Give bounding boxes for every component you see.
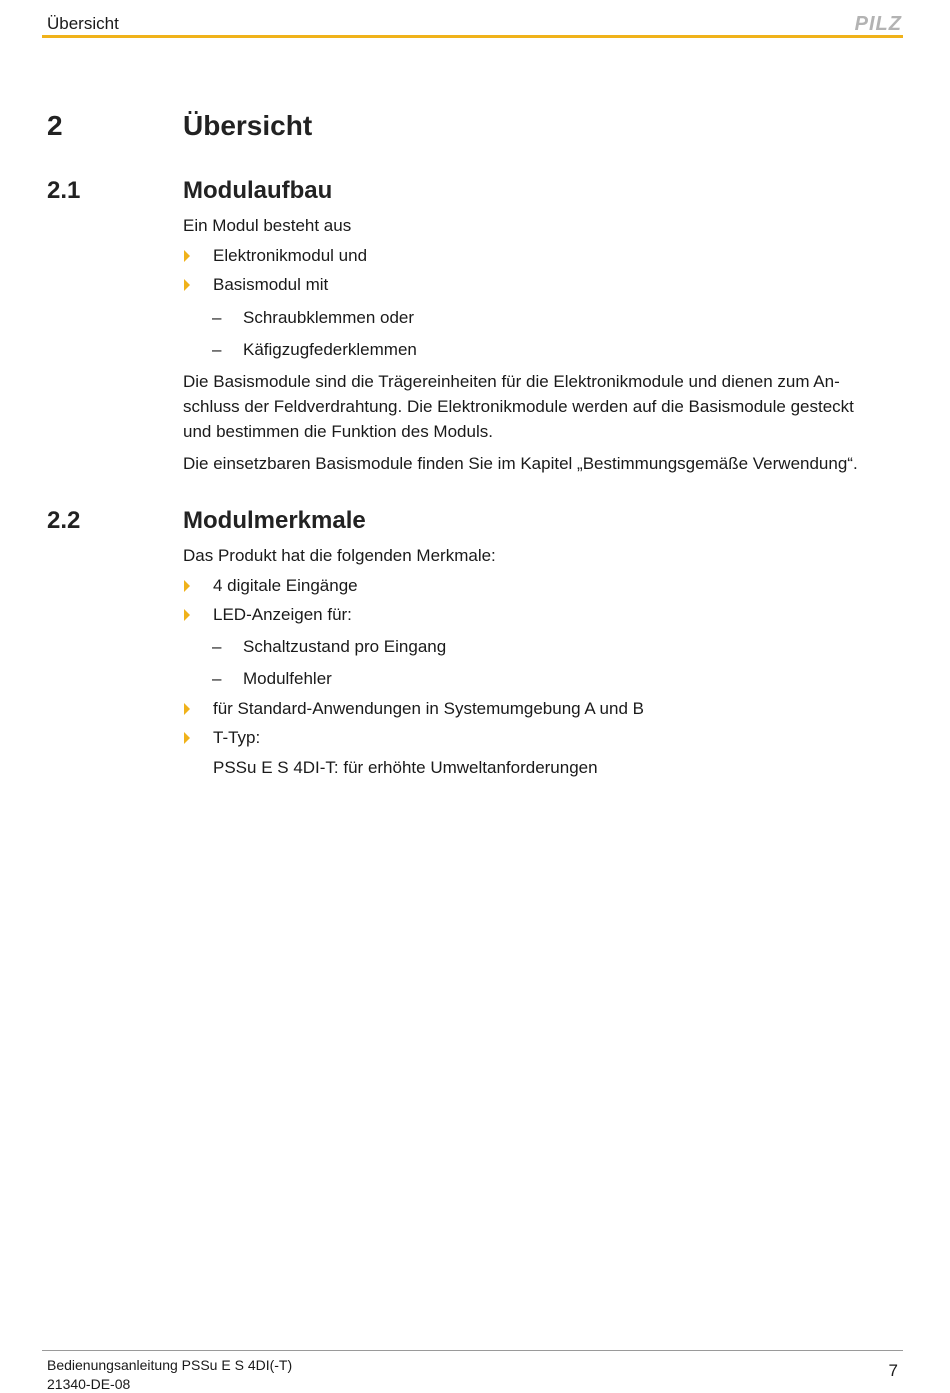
paragraph-line: und bestimmen die Funktion des Moduls. <box>183 422 493 441</box>
section-title-modulaufbau: Modulaufbau <box>183 177 333 204</box>
bullet-text: T-Typ: <box>213 728 261 747</box>
dash-icon: – <box>212 669 222 688</box>
chapter-title: Übersicht <box>183 110 313 141</box>
sub-bullet-text: Schraubklemmen oder <box>243 308 415 327</box>
pilz-logo: PILZ <box>854 13 902 35</box>
dash-icon: – <box>212 308 222 327</box>
bullet-triangle-icon <box>184 703 190 715</box>
section-title-modulmerkmale: Modulmerkmale <box>183 507 366 534</box>
footer-divider <box>42 1350 903 1351</box>
footer-doc-title: Bedienungsanleitung PSSu E S 4DI(-T) <box>47 1357 293 1373</box>
bullet-text: Basismodul mit <box>213 275 329 294</box>
sub-bullet-text: Modulfehler <box>243 669 332 688</box>
sub-bullet-text: Käfigzugfederklemmen <box>243 340 417 359</box>
bullet-text: LED-Anzeigen für: <box>213 605 352 624</box>
footer-doc-number: 21340-DE-08 <box>47 1376 131 1392</box>
bullet-text: für Standard-Anwendungen in Systemumgebung A und B <box>213 699 644 718</box>
paragraph-line: schluss der Feldverdrahtung. Die Elektronikmodule werden auf die Basismodule gesteckt <box>183 397 854 416</box>
section-number-2-2: 2.2 <box>47 507 81 534</box>
bullet-triangle-icon <box>184 580 190 592</box>
sub-bullet-text: Schaltzustand pro Eingang <box>243 637 447 656</box>
dash-icon: – <box>212 340 222 359</box>
bullet-text: 4 digitale Eingänge <box>213 576 358 595</box>
bullet-triangle-icon <box>184 732 190 744</box>
bullet-triangle-icon <box>184 279 190 291</box>
chapter-number: 2 <box>47 110 63 141</box>
bullet-text: Elektronikmodul und <box>213 246 368 265</box>
paragraph-basismodule <box>183 369 893 444</box>
paragraph-line: Die Basismodule sind die Trägereinheiten für die Elektronikmodule und dienen zum An- <box>183 372 840 391</box>
dash-icon: – <box>212 637 222 656</box>
intro-text: Ein Modul besteht aus <box>183 216 352 235</box>
page-number: 7 <box>888 1361 898 1380</box>
intro-text: Das Produkt hat die folgenden Merkmale: <box>183 546 496 565</box>
header-divider <box>42 35 903 38</box>
bullet-detail-text: PSSu E S 4DI-T: für erhöhte Umweltanforderungen <box>213 758 598 777</box>
bullet-triangle-icon <box>184 609 190 621</box>
section-number-2-1: 2.1 <box>47 177 81 204</box>
bullet-triangle-icon <box>184 250 190 262</box>
running-header-title: Übersicht <box>47 14 119 33</box>
paragraph-einsetzbare-basismodule: Die einsetzbaren Basismodule finden Sie im Kapitel „Bestimmungsgemäße Verwendung“. <box>183 454 858 473</box>
